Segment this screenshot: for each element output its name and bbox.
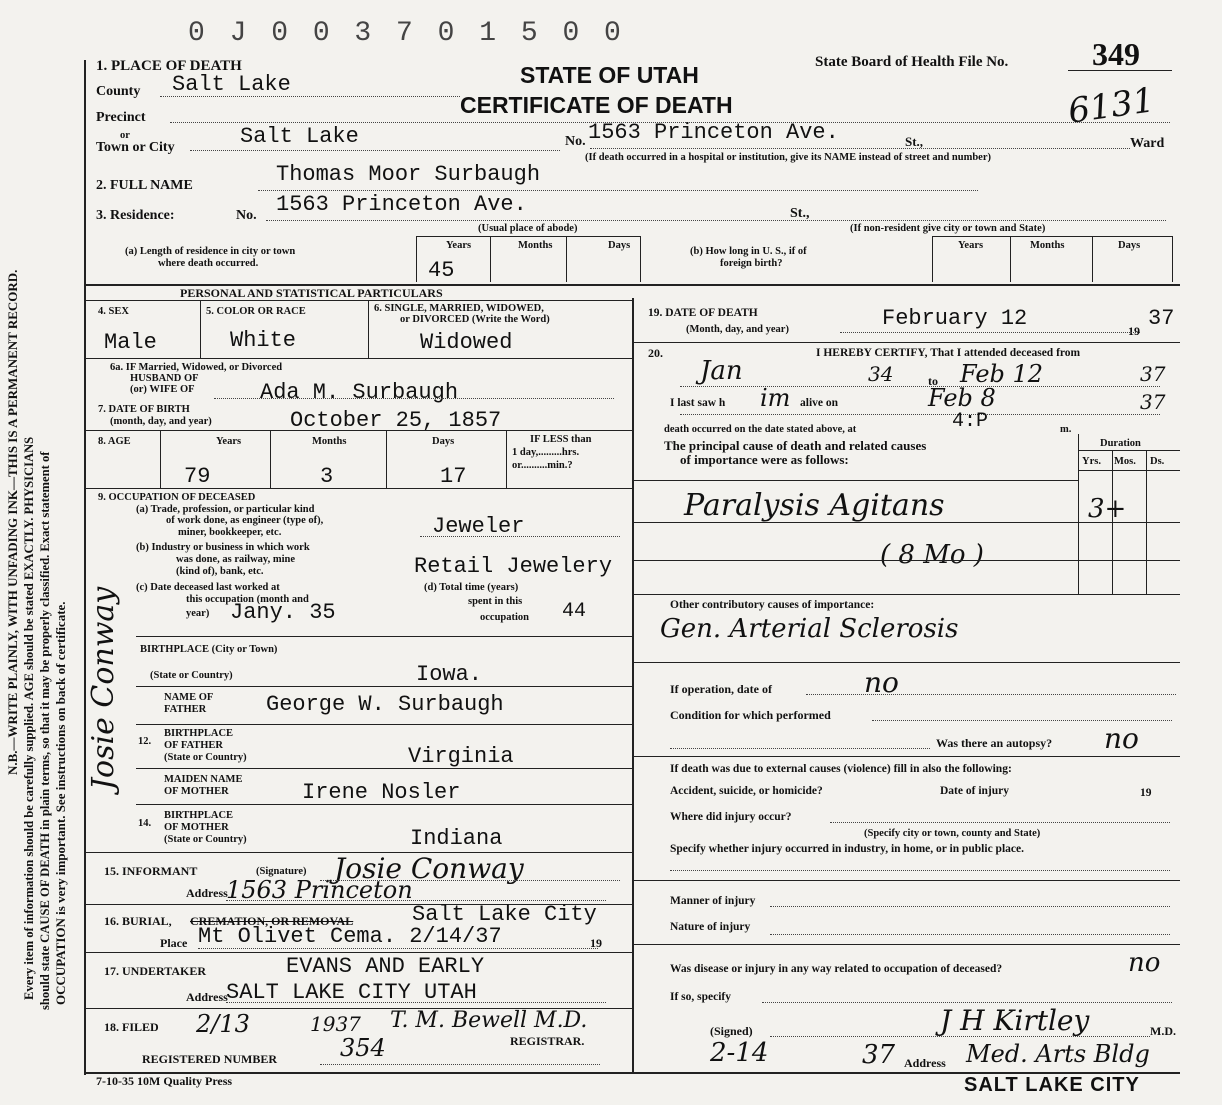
autopsy-label: Was there an autopsy? <box>936 736 1053 750</box>
occupation-value: Jeweler <box>432 514 525 539</box>
duration-mos: Mos. <box>1114 456 1136 467</box>
father-birthplace-label-c: (State or Country) <box>164 752 247 763</box>
st-label: St., <box>905 134 924 149</box>
informant-address-label: Address <box>186 886 228 900</box>
sex-label: 4. SEX <box>98 306 129 317</box>
dob-label-a: 7. DATE OF BIRTH <box>98 404 190 415</box>
manner-injury-label: Manner of injury <box>670 895 756 907</box>
sex-value: Male <box>104 330 157 355</box>
occ-d2: spent in this <box>468 596 523 607</box>
footer-print-info: 7-10-35 10M Quality Press <box>96 1074 233 1088</box>
where-injury-note: (Specify city or town, county and State) <box>864 828 1041 839</box>
residence-no-label: No. <box>236 208 257 223</box>
serial-number: 0 J 0 0 3 7 0 1 5 0 0 <box>188 18 625 49</box>
county-label: County <box>96 84 141 99</box>
county-value: Salt Lake <box>172 72 291 97</box>
occ-b1: (b) Industry or business in which work <box>136 542 310 553</box>
months-header: Months <box>518 240 553 251</box>
occupation-related-label: Was disease or injury in any way related to occupation of deceased? <box>670 963 1003 975</box>
residence-value: 1563 Princeton Ave. <box>276 192 527 217</box>
undertaker-address: SALT LAKE CITY UTAH <box>226 980 477 1005</box>
occ-c3: year) <box>186 608 210 619</box>
autopsy-value: no <box>1104 722 1139 755</box>
less-than-b: 1 day,.........hrs. <box>512 447 580 458</box>
burial-label-a: 16. BURIAL, <box>104 914 172 928</box>
spouse-value: Ada M. Surbaugh <box>260 380 459 405</box>
attended-from-year: 34 <box>868 362 894 386</box>
physician-address-label: Address <box>904 1056 946 1070</box>
n12: 12. <box>138 736 152 747</box>
age-months-value: 3 <box>320 464 334 489</box>
residence-st-label: St., <box>790 206 810 221</box>
sidebar-line-1: N.B.—WRITE PLAINLY, WITH UNFADING INK—THIS IS A PERMANENT RECORD. <box>5 269 20 775</box>
last-saw-alive-label: alive on <box>800 397 839 409</box>
age-months-header: Months <box>312 436 347 447</box>
us-months-header: Months <box>1030 240 1065 251</box>
full-name-value: Thomas Moor Surbaugh <box>276 162 541 187</box>
date-of-death-value: February 12 <box>882 306 1028 331</box>
duration-yrs: Yrs. <box>1082 456 1101 467</box>
attended-to-label: to <box>928 374 938 388</box>
burial-value: Salt Lake City <box>412 902 597 927</box>
cause-label-a: The principal cause of death and related causes <box>664 438 927 453</box>
length-residence-label-a: (a) Length of residence in city or town <box>125 246 296 257</box>
birthplace-label-a: BIRTHPLACE (City or Town) <box>140 644 278 655</box>
filed-year: 1937 <box>310 1012 361 1036</box>
margin-handwritten-number: 6131 <box>1065 80 1157 132</box>
undertaker-address-label: Address <box>186 990 228 1004</box>
last-saw-year: 37 <box>1140 390 1166 414</box>
where-injury-label: Where did injury occur? <box>670 811 792 823</box>
father-birthplace-value: Virginia <box>408 744 514 769</box>
filed-label: 18. FILED <box>104 1020 159 1034</box>
mother-birthplace-label-c: (State or Country) <box>164 834 247 845</box>
occ-a2: of work done, as engineer (type of), <box>166 515 324 526</box>
occ-b2: was done, as railway, mine <box>176 554 296 565</box>
informant-signature-label: (Signature) <box>256 866 307 877</box>
certify-number: 20. <box>648 346 663 360</box>
signed-year: 37 <box>862 1040 896 1070</box>
father-label-b: FATHER <box>164 704 207 715</box>
specify-place-label: Specify whether injury occurred in industry, in home, or in public place. <box>670 843 1024 855</box>
residence-label: 3. Residence: <box>96 208 175 223</box>
street-no-label: No. <box>565 134 586 149</box>
occ-d3: occupation <box>480 612 530 623</box>
race-value: White <box>230 328 297 353</box>
dob-value: October 25, 1857 <box>290 408 502 433</box>
father-birthplace-label-a: BIRTHPLACE <box>164 728 234 739</box>
marital-label-b: or DIVORCED (Write the Word) <box>400 314 550 325</box>
attended-to-year: 37 <box>1140 362 1166 386</box>
birthplace-value: Iowa. <box>416 662 483 687</box>
race-label: 5. COLOR OR RACE <box>206 306 306 317</box>
informant-label: 15. INFORMANT <box>104 864 198 878</box>
occ-d1: (d) Total time (years) <box>424 582 519 593</box>
mother-birthplace-value: Indiana <box>410 826 503 851</box>
street-no-value: 1563 Princeton Ave. <box>588 120 839 145</box>
burial-place-value: Mt Olivet Cema. 2/14/37 <box>198 924 502 949</box>
registrar-label: REGISTRAR. <box>510 1034 585 1048</box>
burial-place-label: Place <box>160 936 188 950</box>
full-name-label: 2. FULL NAME <box>96 178 193 193</box>
occ-a3: miner, bookkeeper, etc. <box>178 527 282 538</box>
duration-header: Duration <box>1100 438 1141 449</box>
spouse-label-c: (or) WIFE OF <box>130 384 195 395</box>
father-birthplace-label-b: OF FATHER <box>164 740 224 751</box>
last-saw-date: Feb 8 <box>928 384 996 412</box>
place-of-death-label: 1. PLACE OF DEATH <box>96 58 242 74</box>
us-days-header: Days <box>1118 240 1141 251</box>
dob-label-b: (month, day, and year) <box>110 416 212 427</box>
town-value: Salt Lake <box>240 124 359 149</box>
registered-number: 354 <box>340 1034 386 1062</box>
registrar-signature: T. M. Bewell M.D. <box>390 1008 588 1033</box>
accident-label: Accident, suicide, or homicide? <box>670 785 823 797</box>
nonresident-note: (If non-resident give city or town and State) <box>850 223 1046 234</box>
residence-years-value: 45 <box>428 258 455 283</box>
us-length-label-a: (b) How long in U. S., if of <box>690 246 807 257</box>
occurred-label: death occurred on the date stated above, at <box>664 424 857 435</box>
industry-value: Retail Jewelery <box>414 554 613 579</box>
cause-secondary: ( 8 Mo ) <box>880 540 984 570</box>
injury-date-label: Date of injury <box>940 785 1009 797</box>
length-residence-label-b: where death occurred. <box>158 258 259 269</box>
age-days-value: 17 <box>440 464 467 489</box>
if-so-label: If so, specify <box>670 991 732 1003</box>
occ-a1: (a) Trade, profession, or particular kind <box>136 504 315 515</box>
operation-label: If operation, date of <box>670 682 772 696</box>
age-years-header: Years <box>216 436 242 447</box>
total-time-value: 44 <box>562 600 587 623</box>
cause-label-b: of importance were as follows: <box>680 452 849 467</box>
mother-label-b: OF MOTHER <box>164 786 229 797</box>
usual-abode-note: (Usual place of abode) <box>478 223 578 234</box>
occ-c1: (c) Date deceased last worked at <box>136 582 280 593</box>
physician-address: Med. Arts Bldg <box>966 1040 1150 1068</box>
age-years-value: 79 <box>184 464 211 489</box>
death-time-m: m. <box>1060 424 1072 435</box>
date-of-death-19: 19 <box>1128 324 1140 338</box>
father-value: George W. Surbaugh <box>266 692 504 717</box>
external-causes-label: If death was due to external causes (violence) fill in also the following: <box>670 763 1012 775</box>
filed-date: 2/13 <box>196 1010 250 1038</box>
days-header: Days <box>608 240 631 251</box>
condition-label: Condition for which performed <box>670 708 831 722</box>
cause-primary: Paralysis Agitans <box>684 488 945 523</box>
nature-injury-label: Nature of injury <box>670 921 751 933</box>
marital-value: Widowed <box>420 330 513 355</box>
less-than-c: or..........min.? <box>512 460 573 471</box>
precinct-label: Precinct <box>96 110 146 125</box>
certificate-title: CERTIFICATE OF DEATH <box>460 92 733 118</box>
md-label: M.D. <box>1150 1024 1176 1038</box>
sidebar-line-4: OCCUPATION is very important. See instructions on back of certificate. <box>53 601 68 1005</box>
occ-b3: (kind of), bank, etc. <box>176 566 264 577</box>
date-of-death-year: 37 <box>1148 306 1175 331</box>
or-label: or <box>120 130 130 141</box>
contributory-value: Gen. Arterial Sclerosis <box>660 614 959 644</box>
state-title: STATE OF UTAH <box>520 62 699 88</box>
file-number: 349 <box>1092 36 1140 72</box>
file-number-label: State Board of Health File No. <box>815 54 1009 70</box>
occupation-related-value: no <box>1128 948 1161 978</box>
marital-label-a: 6. SINGLE, MARRIED, WIDOWED, <box>374 303 544 314</box>
occupation-label: 9. OCCUPATION OF DECEASED <box>98 492 256 503</box>
physician-signature: J H Kirtley <box>940 1004 1090 1037</box>
father-label-a: NAME OF <box>164 692 214 703</box>
sidebar-line-3: should state CAUSE OF DEATH in plain terms, so that it may be properly classified. Exact statement of <box>38 451 52 1010</box>
attended-from: Jan <box>700 356 743 386</box>
informant-signature: Josie Conway <box>334 852 524 885</box>
spouse-label-b: HUSBAND OF <box>130 373 199 384</box>
ward-label: Ward <box>1130 136 1165 151</box>
city-stamp: SALT LAKE CITY <box>964 1074 1140 1096</box>
age-days-header: Days <box>432 436 455 447</box>
burial-19: 19 <box>590 936 602 950</box>
mother-label-a: MAIDEN NAME <box>164 774 243 785</box>
injury-date-19: 19 <box>1140 787 1152 799</box>
registered-number-label: REGISTERED NUMBER <box>142 1052 278 1066</box>
last-saw-him: im <box>760 384 791 412</box>
personal-header: PERSONAL AND STATISTICAL PARTICULARS <box>180 286 443 300</box>
undertaker-label: 17. UNDERTAKER <box>104 964 207 978</box>
birthplace-label-b: (State or Country) <box>150 670 233 681</box>
signed-label: (Signed) <box>710 1024 753 1038</box>
certify-text: I HEREBY CERTIFY, That I attended deceased from <box>816 347 1081 359</box>
attended-to: Feb 12 <box>960 360 1044 388</box>
years-header: Years <box>446 240 472 251</box>
age-label: 8. AGE <box>98 436 131 447</box>
spouse-label-a: 6a. IF Married, Widowed, or Divorced <box>110 362 283 373</box>
less-than-a: IF LESS than <box>530 434 592 445</box>
us-length-label-b: foreign birth? <box>720 258 783 269</box>
occ-c2: this occupation (month and <box>186 594 309 605</box>
mother-birthplace-label-a: BIRTHPLACE <box>164 810 234 821</box>
sidebar-line-2: Every item of information should be carefully supplied. AGE should be stated EXACTLY. PHYSICIANS <box>22 436 36 1000</box>
duration-ds: Ds. <box>1150 456 1165 467</box>
date-of-death-sub: (Month, day, and year) <box>686 324 789 335</box>
signed-date: 2-14 <box>710 1038 769 1068</box>
hospital-note: (If death occurred in a hospital or institution, give its NAME instead of street and number) <box>585 152 992 163</box>
mother-value: Irene Nosler <box>302 780 461 805</box>
informant-address: 1563 Princeton <box>226 876 413 904</box>
date-of-death-label: 19. DATE OF DEATH <box>648 307 758 319</box>
contributory-label: Other contributory causes of importance: <box>670 599 875 611</box>
death-time: 4:P <box>952 410 989 433</box>
last-saw-label: I last saw h <box>670 397 726 409</box>
us-years-header: Years <box>958 240 984 251</box>
operation-value: no <box>864 666 899 699</box>
n14: 14. <box>138 818 152 829</box>
burial-label-b: CREMATION, OR REMOVAL <box>190 914 354 928</box>
mother-birthplace-label-b: OF MOTHER <box>164 822 229 833</box>
cause-primary-duration: 3+ <box>1088 494 1127 524</box>
town-label: Town or City <box>96 140 175 155</box>
last-worked-value: Jany. 35 <box>230 600 336 625</box>
left-margin-signature: Josie Conway <box>86 586 121 790</box>
undertaker-value: EVANS AND EARLY <box>286 954 485 979</box>
